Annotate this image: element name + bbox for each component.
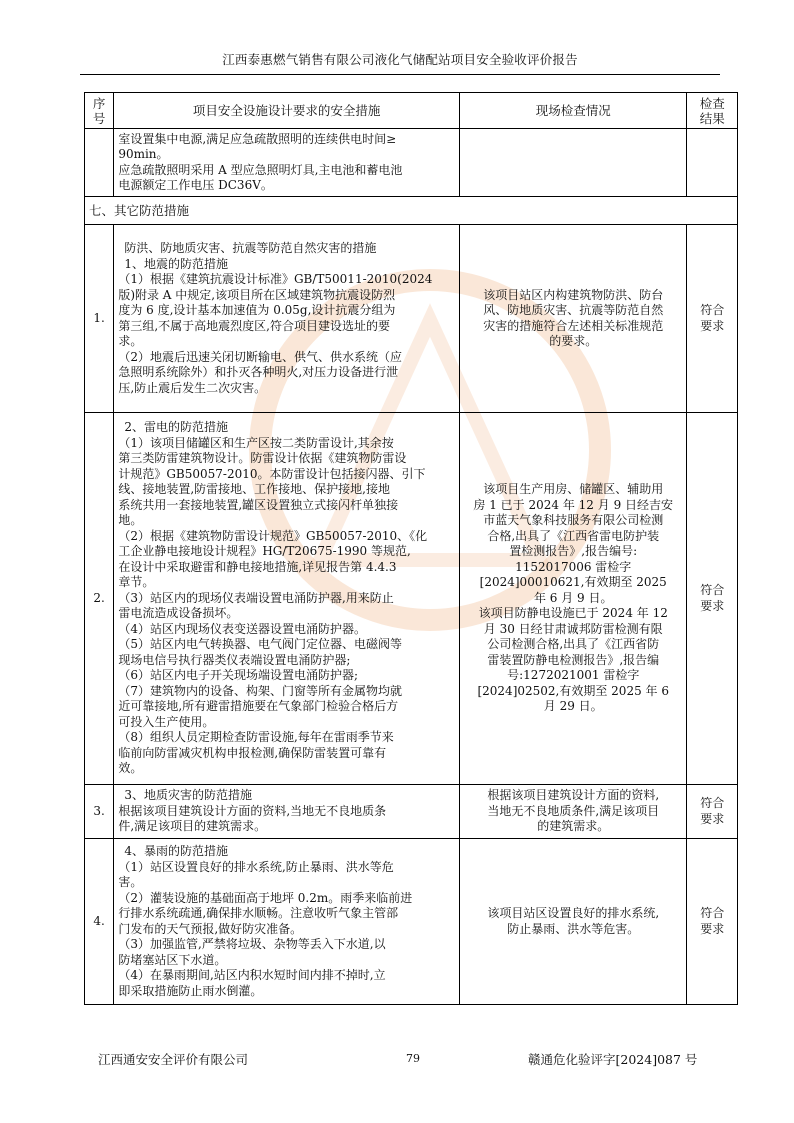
text-line: [2024]02502,有效期至 2025 年 6: [477, 683, 669, 698]
col-header-no: 序 号: [85, 93, 114, 129]
text-line: 可投入生产使用。: [118, 714, 215, 729]
text-line: 风、防地质灾害、抗震等防范自然: [483, 303, 664, 317]
text-line: 月 30 日经甘肃诚邦防雷检测有限: [483, 621, 663, 636]
text-line: 3、地质灾害的防范措施: [124, 788, 252, 803]
text-line: （3）加强监管,严禁将垃圾、杂物等丢入下水道,以: [118, 937, 386, 951]
text-line: 求。: [118, 334, 143, 348]
footer-doc-number: 赣通危化验评字[2024]087 号: [528, 1052, 698, 1067]
text-line: 年 6 月 9 日。: [533, 590, 613, 605]
text-line: 防堵塞站区下水道。: [118, 952, 227, 967]
text-line: 急照明系统除外）和扑灭各种明火,对压力设备进行泄: [118, 365, 399, 379]
text-line: 该项目站区设置良好的排水系统,: [487, 906, 660, 920]
cell-no: 1.: [85, 225, 114, 413]
cell-result: 符合 要求: [687, 225, 738, 413]
text-line: （4）站区内现场仪表变送器设置电涌防护器。: [118, 621, 366, 636]
text-line: 该项目防静电设施已于 2024 年 12: [478, 606, 668, 621]
table-row: [85, 225, 738, 413]
text-line: 件,满足该项目的建筑需求。: [118, 819, 267, 834]
text-line: 第三类防雷建筑物设计。防雷设计依据《建筑物防雷设: [118, 451, 407, 466]
footer-company: 江西通安安全评价有限公司: [98, 1052, 249, 1067]
text-line: 公司检测合格,出具了《江西省防: [487, 637, 660, 652]
table-row: [85, 839, 738, 1005]
table-row-continued: [85, 129, 738, 197]
text-line: 根据该项目建筑设计方面的资料,: [487, 788, 660, 803]
text-line: 现场电信号执行器类仪表端设置电涌防护器;: [118, 652, 351, 667]
text-line: 电源额定工作电压 DC36V。: [118, 178, 273, 192]
table-header-row: [85, 93, 738, 129]
cell-check: [460, 839, 687, 1005]
text-line: 的建筑需求。: [537, 819, 610, 834]
text-line: （6）站区内电子开关现场端设置电涌防护器;: [118, 668, 358, 683]
text-line: （8）组织人员定期检查防雷设施,每年在雷雨季节来: [118, 730, 394, 745]
text-line: 应急疏散照明采用 A 型应急照明灯具,主电池和蓄电池: [118, 162, 403, 177]
text-line: 工企业静电接地设计规程》HG/T20675-1990 等规范,: [118, 544, 411, 559]
text-line: 防止暴雨、洪水等危害。: [507, 921, 640, 936]
cell-check: [460, 413, 687, 785]
text-line: 根据该项目建筑设计方面的资料,当地无不良地质条: [118, 803, 387, 818]
cell-measure: [114, 225, 460, 413]
text-line: 压,防止震后发生二次灾害。: [118, 380, 267, 395]
col-header-measure: 项目安全设施设计要求的安全措施: [114, 93, 460, 129]
text-line: 近可靠接地,所有避雷措施要在气象部门检验合格后方: [118, 699, 399, 714]
table-row: [85, 413, 738, 785]
cell-no: 3.: [85, 785, 114, 839]
header-divider: [80, 74, 720, 75]
text-line: 第三组,不属于高地震烈度区,符合项目建设选址的要: [118, 318, 390, 333]
text-line: 计规范》GB50057-2010。本防雷设计包括接闪器、引下: [118, 466, 426, 481]
text-line: （1）根据《建筑抗震设计标准》GB/T50011-2010(2024: [118, 272, 433, 286]
text-line: 90min。: [118, 147, 169, 161]
col-header-result: 检查 结果: [687, 93, 738, 129]
text-line: 在设计中采取避雷和静电接地措施,详见报告第 4.4.3: [118, 559, 397, 574]
text-line: 度为 6 度,设计基本加速值为 0.05g,设计抗震分组为: [118, 303, 396, 317]
text-line: （4）在暴雨期间,站区内积水短时间内排不掉时,立: [118, 968, 386, 982]
text-line: （3）站区内的现场仪表端设置电涌防护器,用来防止: [118, 590, 394, 605]
text-line: 该项目生产用房、储罐区、辅助用: [483, 482, 664, 497]
text-line: 雷电流造成设备损坏。: [118, 606, 239, 621]
text-line: 2、雷电的防范措施: [124, 420, 228, 435]
cell-check: [460, 785, 687, 839]
section-title: 七、其它防范措施: [85, 197, 738, 225]
cell-result: 符合 要求: [687, 839, 738, 1005]
text-line: 雷装置防静电检测报告》,报告编: [487, 652, 660, 667]
text-line: 4、暴雨的防范措施: [124, 844, 228, 858]
text-line: 1152017006 雷检字: [515, 559, 632, 574]
text-line: 地。: [118, 513, 143, 528]
page-header-title: 江西泰惠燃气销售有限公司液化气储配站项目安全验收评价报告: [222, 52, 578, 67]
text-line: 月 29 日。: [543, 699, 603, 714]
text-line: （2）地震后迅速关闭切断输电、供气、供水系统（应: [118, 349, 402, 364]
text-line: 效。: [118, 761, 143, 776]
cell-measure: [114, 839, 460, 1005]
cell-no: 2.: [85, 413, 114, 785]
text-line: （2）灌装设施的基础面高于地坪 0.2m。雨季来临前进: [118, 890, 413, 905]
cell-measure: [114, 413, 460, 785]
cell-check: [460, 225, 687, 413]
text-line: 版)附录 A 中规定,该项目所在区域建筑物抗震设防烈: [118, 287, 396, 302]
text-line: 害。: [118, 875, 143, 889]
table-row: [85, 785, 738, 839]
text-line: 系统共用一套接地装置,罐区设置独立式接闪杆单独接: [118, 497, 399, 512]
text-line: 房 1 已于 2024 年 12 月 9 日经吉安: [473, 497, 674, 512]
text-line: 该项目站区内构建筑物防洪、防台: [483, 287, 664, 302]
text-line: 灾害的措施符合左述相关标准规范: [483, 318, 664, 333]
text-line: 门发布的天气预报,做好防灾准备。: [118, 921, 303, 936]
cell-no: [85, 129, 114, 197]
text-line: [2024]00010621,有效期至 2025: [479, 575, 667, 590]
cell-result: [687, 129, 738, 197]
text-line: （1）该项目储罐区和生产区按二类防雷设计,其余按: [118, 435, 394, 450]
text-line: 1、地震的防范措施: [124, 256, 228, 271]
section-row: [85, 197, 738, 225]
text-line: 防洪、防地质灾害、抗震等防范自然灾害的措施: [124, 241, 377, 255]
cell-result: 符合 要求: [687, 785, 738, 839]
text-line: 行排水系统疏通,确保排水顺畅。注意收听气象主管部: [118, 906, 399, 920]
text-line: 合格,出具了《江西省雷电防护装: [487, 528, 660, 543]
cell-result: 符合 要求: [687, 413, 738, 785]
text-line: 章节。: [118, 575, 155, 590]
col-header-check: 现场检查情况: [460, 93, 687, 129]
safety-measures-table: [84, 92, 738, 1005]
text-line: 号:1272021001 雷检字: [507, 668, 640, 683]
text-line: （2）根据《建筑物防雷设计规范》GB50057-2010、《化: [118, 528, 428, 543]
text-line: 置检测报告》,报告编号:: [509, 544, 638, 559]
cell-measure: [114, 785, 460, 839]
footer-page-number: 79: [406, 1052, 420, 1065]
cell-no: 4.: [85, 839, 114, 1005]
text-line: 即采取措施防止雨水倒灌。: [118, 983, 263, 998]
text-line: （7）建筑物内的设备、构架、门窗等所有金属物均就: [118, 683, 402, 698]
text-line: 线、接地装置,防雷接地、工作接地、保护接地,接地: [118, 482, 390, 497]
cell-check: [460, 129, 687, 197]
text-line: （5）站区内电气转换器、电气阀门定位器、电磁阀等: [118, 637, 402, 652]
text-line: 当地无不良地质条件,满足该项目: [487, 803, 660, 818]
text-line: 市蓝天气象科技服务有限公司检测: [483, 513, 664, 528]
text-line: 的要求。: [549, 334, 598, 348]
text-line: 临前向防雷减灾机构申报检测,确保防雷装置可靠有: [118, 745, 387, 760]
text-line: （1）站区设置良好的排水系统,防止暴雨、洪水等危: [118, 859, 394, 874]
text-line: 室设置集中电源,满足应急疏散照明的连续供电时间≥: [118, 131, 397, 146]
cell-measure: [114, 129, 460, 197]
